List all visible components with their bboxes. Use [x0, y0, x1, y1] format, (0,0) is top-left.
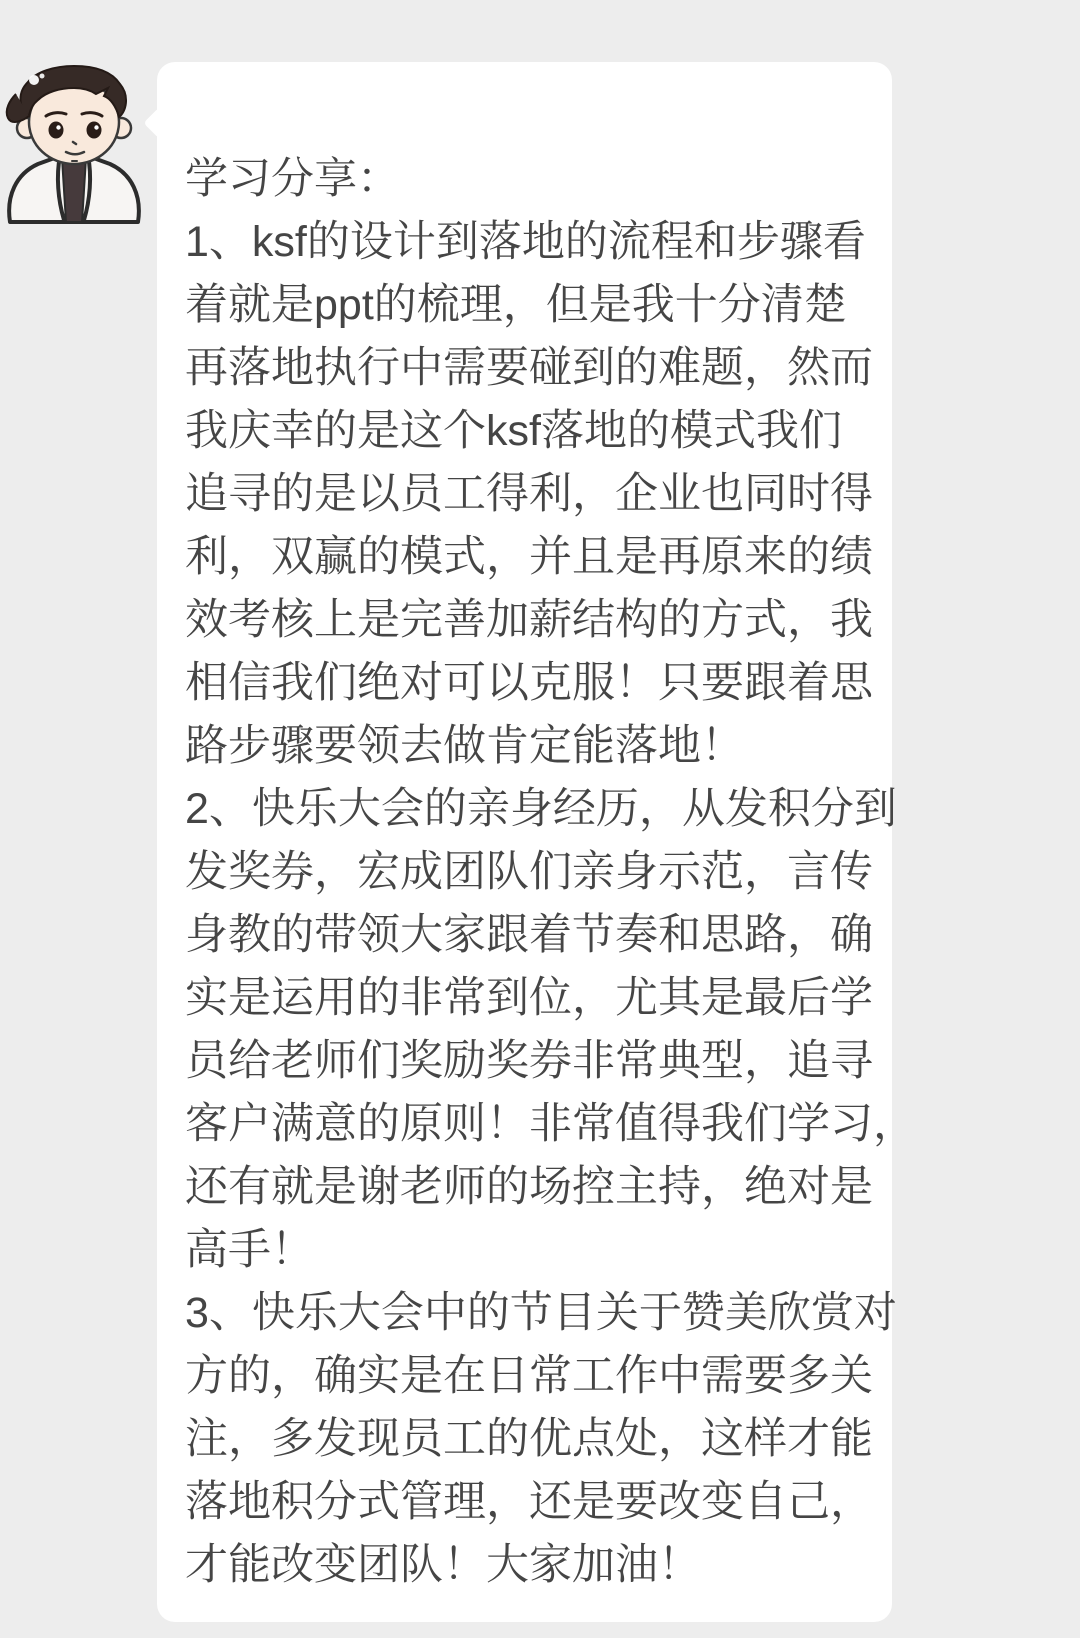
message-line: 3、快乐大会中的节目关于赞美欣赏对: [185, 1289, 897, 1337]
message-line: 着就是ppt的梳理，但是我十分清楚: [185, 281, 847, 329]
message-line: 效考核上是完善加薪结构的方式，我: [185, 596, 873, 644]
avatar[interactable]: [0, 64, 148, 226]
message-line: 注，多发现员工的优点处，这样才能: [185, 1415, 873, 1463]
message-text: [185, 148, 916, 1597]
message-line: 客户满意的原则！非常值得我们学习，: [185, 1100, 916, 1148]
message-line: 高手！: [185, 1226, 314, 1274]
message-line: 我庆幸的是这个ksf落地的模式我们: [185, 407, 842, 455]
message-line: 相信我们绝对可以克服！只要跟着思: [185, 659, 873, 707]
message-line: 还有就是谢老师的场控主持，绝对是: [185, 1163, 873, 1211]
message-line: 员给老师们奖励奖券非常典型，追寻: [185, 1037, 873, 1085]
message-line: 再落地执行中需要碰到的难题，然而: [185, 344, 873, 392]
message-line: 发奖券，宏成团队们亲身示范，言传: [185, 848, 873, 896]
message-line: 落地积分式管理，还是要改变自己，: [185, 1478, 873, 1526]
message-line: 方的，确实是在日常工作中需要多关: [185, 1352, 873, 1400]
message-line: 身教的带领大家跟着节奏和思路，确: [185, 911, 873, 959]
message-bubble[interactable]: [157, 62, 916, 1622]
message-line: 路步骤要领去做肯定能落地！: [185, 722, 744, 770]
message-line: 追寻的是以员工得利，企业也同时得: [185, 470, 873, 518]
message-line: 实是运用的非常到位，尤其是最后学: [185, 974, 873, 1022]
bubble-tail: [143, 107, 174, 138]
message-line: 才能改变团队！大家加油！: [185, 1541, 701, 1589]
message-line: 学习分享：: [185, 155, 400, 203]
message-line: 利，双赢的模式，并且是再原来的绩: [185, 533, 873, 581]
message-line: 1、ksf的设计到落地的流程和步骤看: [185, 218, 866, 266]
message-line: 2、快乐大会的亲身经历，从发积分到: [185, 785, 897, 833]
cartoon-man-avatar-icon: [0, 64, 148, 226]
